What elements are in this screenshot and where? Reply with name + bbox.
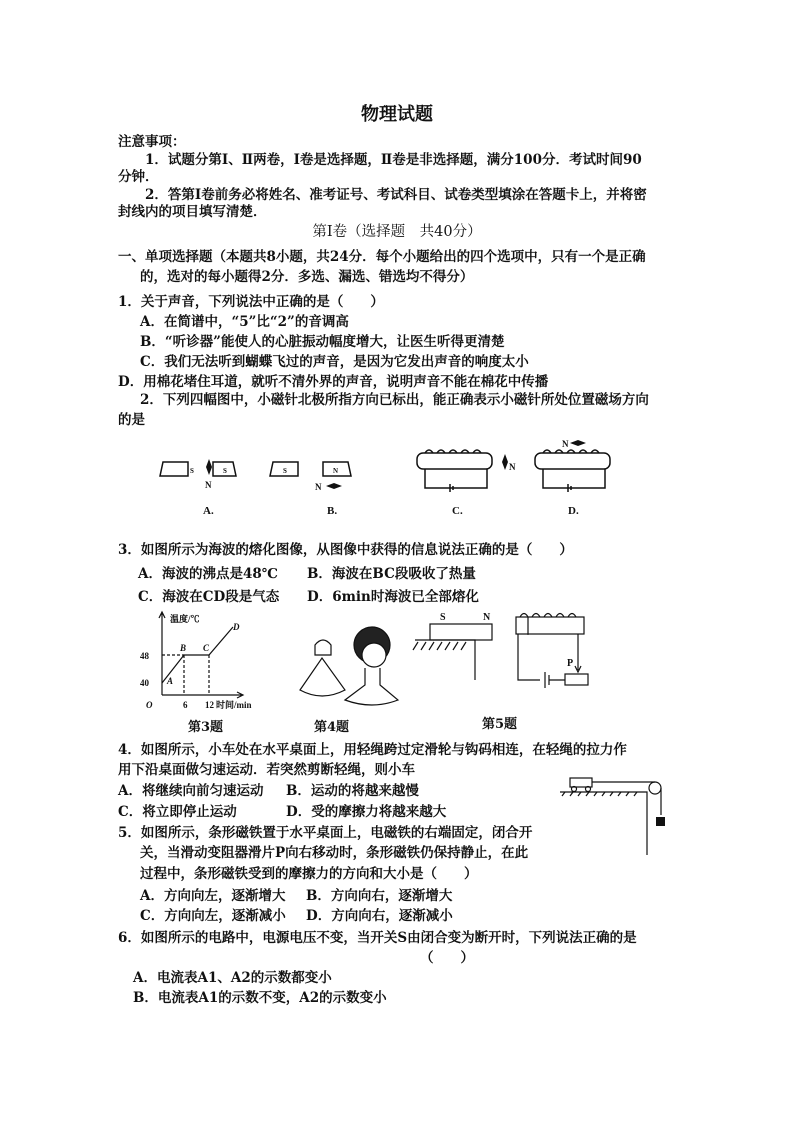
q5-option-d: D．方向向右，逐渐减小 bbox=[306, 908, 453, 924]
q5-stem: 5．如图所示，条形磁铁置于水平桌面上，电磁铁的右端固定，闭合开 bbox=[118, 825, 533, 841]
caption-fig5: 第5题 bbox=[482, 717, 518, 732]
option-label-c: C. bbox=[452, 505, 463, 517]
origin-label: O bbox=[146, 700, 153, 710]
part1-heading-cont: 的，选对的每小题得2分．多选、漏选、错选均不得分） bbox=[140, 269, 474, 285]
magnet-s-label: S bbox=[190, 467, 194, 475]
notice-item-1-cont: 分钟． bbox=[118, 169, 159, 185]
q1-stem: 1．关于声音，下列说法中正确的是（ ） bbox=[118, 294, 384, 310]
q5-stem-cont-2: 过程中，条形磁铁受到的摩擦力的方向和大小是（ ） bbox=[140, 866, 478, 882]
q3-option-c: C．海波在CD段是气态 bbox=[138, 589, 280, 605]
point-b: B bbox=[180, 643, 187, 653]
q1-option-b: B．“听诊器”能使人的心脏振动幅度增大，让医生听得更清楚 bbox=[140, 334, 505, 350]
caption-fig3: 第3题 bbox=[188, 720, 224, 735]
notice-item-2: 2．答第Ⅰ卷前务必将姓名、准考证号、考试科目、试卷类型填涂在答题卡上，并将密 bbox=[145, 187, 647, 203]
notice-item-1: 1．试题分第Ⅰ、Ⅱ两卷，Ⅰ卷是选择题，Ⅱ卷是非选择题，满分100分．考试时间90 bbox=[145, 152, 642, 168]
q6-stem: 6．如图所示的电路中，电源电压不变，当开关S由闭合变为断开时，下列说法正确的是 bbox=[118, 930, 637, 946]
y-tick-48: 48 bbox=[140, 651, 149, 661]
q3-option-d: D．6min时海波已全部熔化 bbox=[307, 589, 479, 605]
magnet-n-label: N bbox=[333, 467, 339, 475]
q5-option-a: A．方向向左，逐渐增大 bbox=[140, 888, 286, 904]
option-label-a: A. bbox=[203, 505, 214, 517]
part1-heading: 一、单项选择题（本题共8小题，共24分．每个小题给出的四个选项中，只有一个是正确 bbox=[118, 249, 646, 265]
q5-stem-cont: 关，当滑动变阻器滑片P向右移动时，条形磁铁仍保持静止，在此 bbox=[140, 845, 529, 861]
q2-stem-cont: 的是 bbox=[118, 412, 145, 428]
option-label-d: D. bbox=[568, 505, 579, 517]
figures-row bbox=[0, 610, 794, 730]
option-label-b: B. bbox=[327, 505, 338, 517]
magnet-s-label: S bbox=[223, 467, 227, 475]
q4-option-b: B．运动的将越来越慢 bbox=[286, 783, 419, 799]
magnet-n: N bbox=[483, 612, 491, 623]
q3-stem: 3．如图所示为海波的熔化图像，从图像中获得的信息说法正确的是（ ） bbox=[118, 542, 573, 558]
q4-stem: 4．如图所示，小车处在水平桌面上，用轻绳跨过定滑轮与钩码相连，在轻绳的拉力作 bbox=[118, 742, 627, 758]
q1-option-d: D．用棉花堵住耳道，就听不清外界的声音，说明声音不能在棉花中传播 bbox=[118, 374, 549, 390]
stethoscope-illustration bbox=[300, 627, 398, 705]
notice-item-2-cont: 封线内的项目填写清楚． bbox=[118, 204, 267, 220]
section-title: 第Ⅰ卷（选择题 共40分） bbox=[312, 224, 482, 240]
caption-fig4: 第4题 bbox=[314, 720, 350, 735]
q4-option-d: D．受的摩擦力将越来越大 bbox=[286, 804, 447, 820]
q1-option-a: A．在简谱中，“5”比“2”的音调高 bbox=[140, 314, 349, 330]
q4-stem-cont: 用下沿桌面做匀速运动．若突然剪断轻绳，则小车 bbox=[118, 762, 415, 778]
q3-option-b: B．海波在BC段吸收了热量 bbox=[307, 566, 476, 582]
q4-option-a: A．将继续向前匀速运动 bbox=[118, 783, 264, 799]
q5-option-b: B．方向向右，逐渐增大 bbox=[306, 888, 453, 904]
q4-cart-pulley-figure bbox=[555, 775, 675, 845]
slider-p: P bbox=[567, 658, 574, 669]
needle-n-label: N bbox=[509, 462, 516, 472]
point-c: C bbox=[203, 643, 210, 653]
q6-option-a: A．电流表A1、A2的示数都变小 bbox=[133, 970, 332, 986]
x-tick-12: 12 bbox=[205, 700, 214, 710]
q6-option-b: B．电流表A1的示数不变，A2的示数变小 bbox=[133, 990, 387, 1006]
q4-option-c: C．将立即停止运动 bbox=[118, 804, 237, 820]
x-tick-6: 6 bbox=[183, 700, 188, 710]
notice-heading: 注意事项： bbox=[118, 134, 186, 150]
q3-option-a: A．海波的沸点是48℃ bbox=[138, 566, 278, 582]
needle-n-label: N bbox=[562, 439, 569, 449]
point-d: D bbox=[233, 622, 240, 632]
needle-n-label: N bbox=[315, 482, 322, 492]
x-axis-label: 时间/min bbox=[216, 700, 252, 710]
q1-option-c: C．我们无法听到蝴蝶飞过的声音，是因为它发出声音的响度太小 bbox=[140, 354, 529, 370]
magnet-s: S bbox=[440, 612, 446, 623]
y-axis-label: 温度/℃ bbox=[170, 614, 200, 624]
q2-stem: 2．下列四幅图中，小磁针北极所指方向已标出，能正确表示小磁针所处位置磁场方向 bbox=[140, 392, 649, 408]
point-a: A bbox=[167, 676, 174, 686]
page-title: 物理试题 bbox=[361, 104, 433, 125]
needle-n-label: N bbox=[205, 480, 212, 490]
magnet-s-label: S bbox=[283, 467, 287, 475]
q5-option-c: C．方向向左，逐渐减小 bbox=[140, 908, 286, 924]
y-tick-40: 40 bbox=[140, 678, 149, 688]
q2-figure bbox=[0, 440, 794, 520]
magnet-electromagnet-figure bbox=[413, 614, 588, 689]
q6-answer-paren: （ ） bbox=[420, 950, 474, 966]
